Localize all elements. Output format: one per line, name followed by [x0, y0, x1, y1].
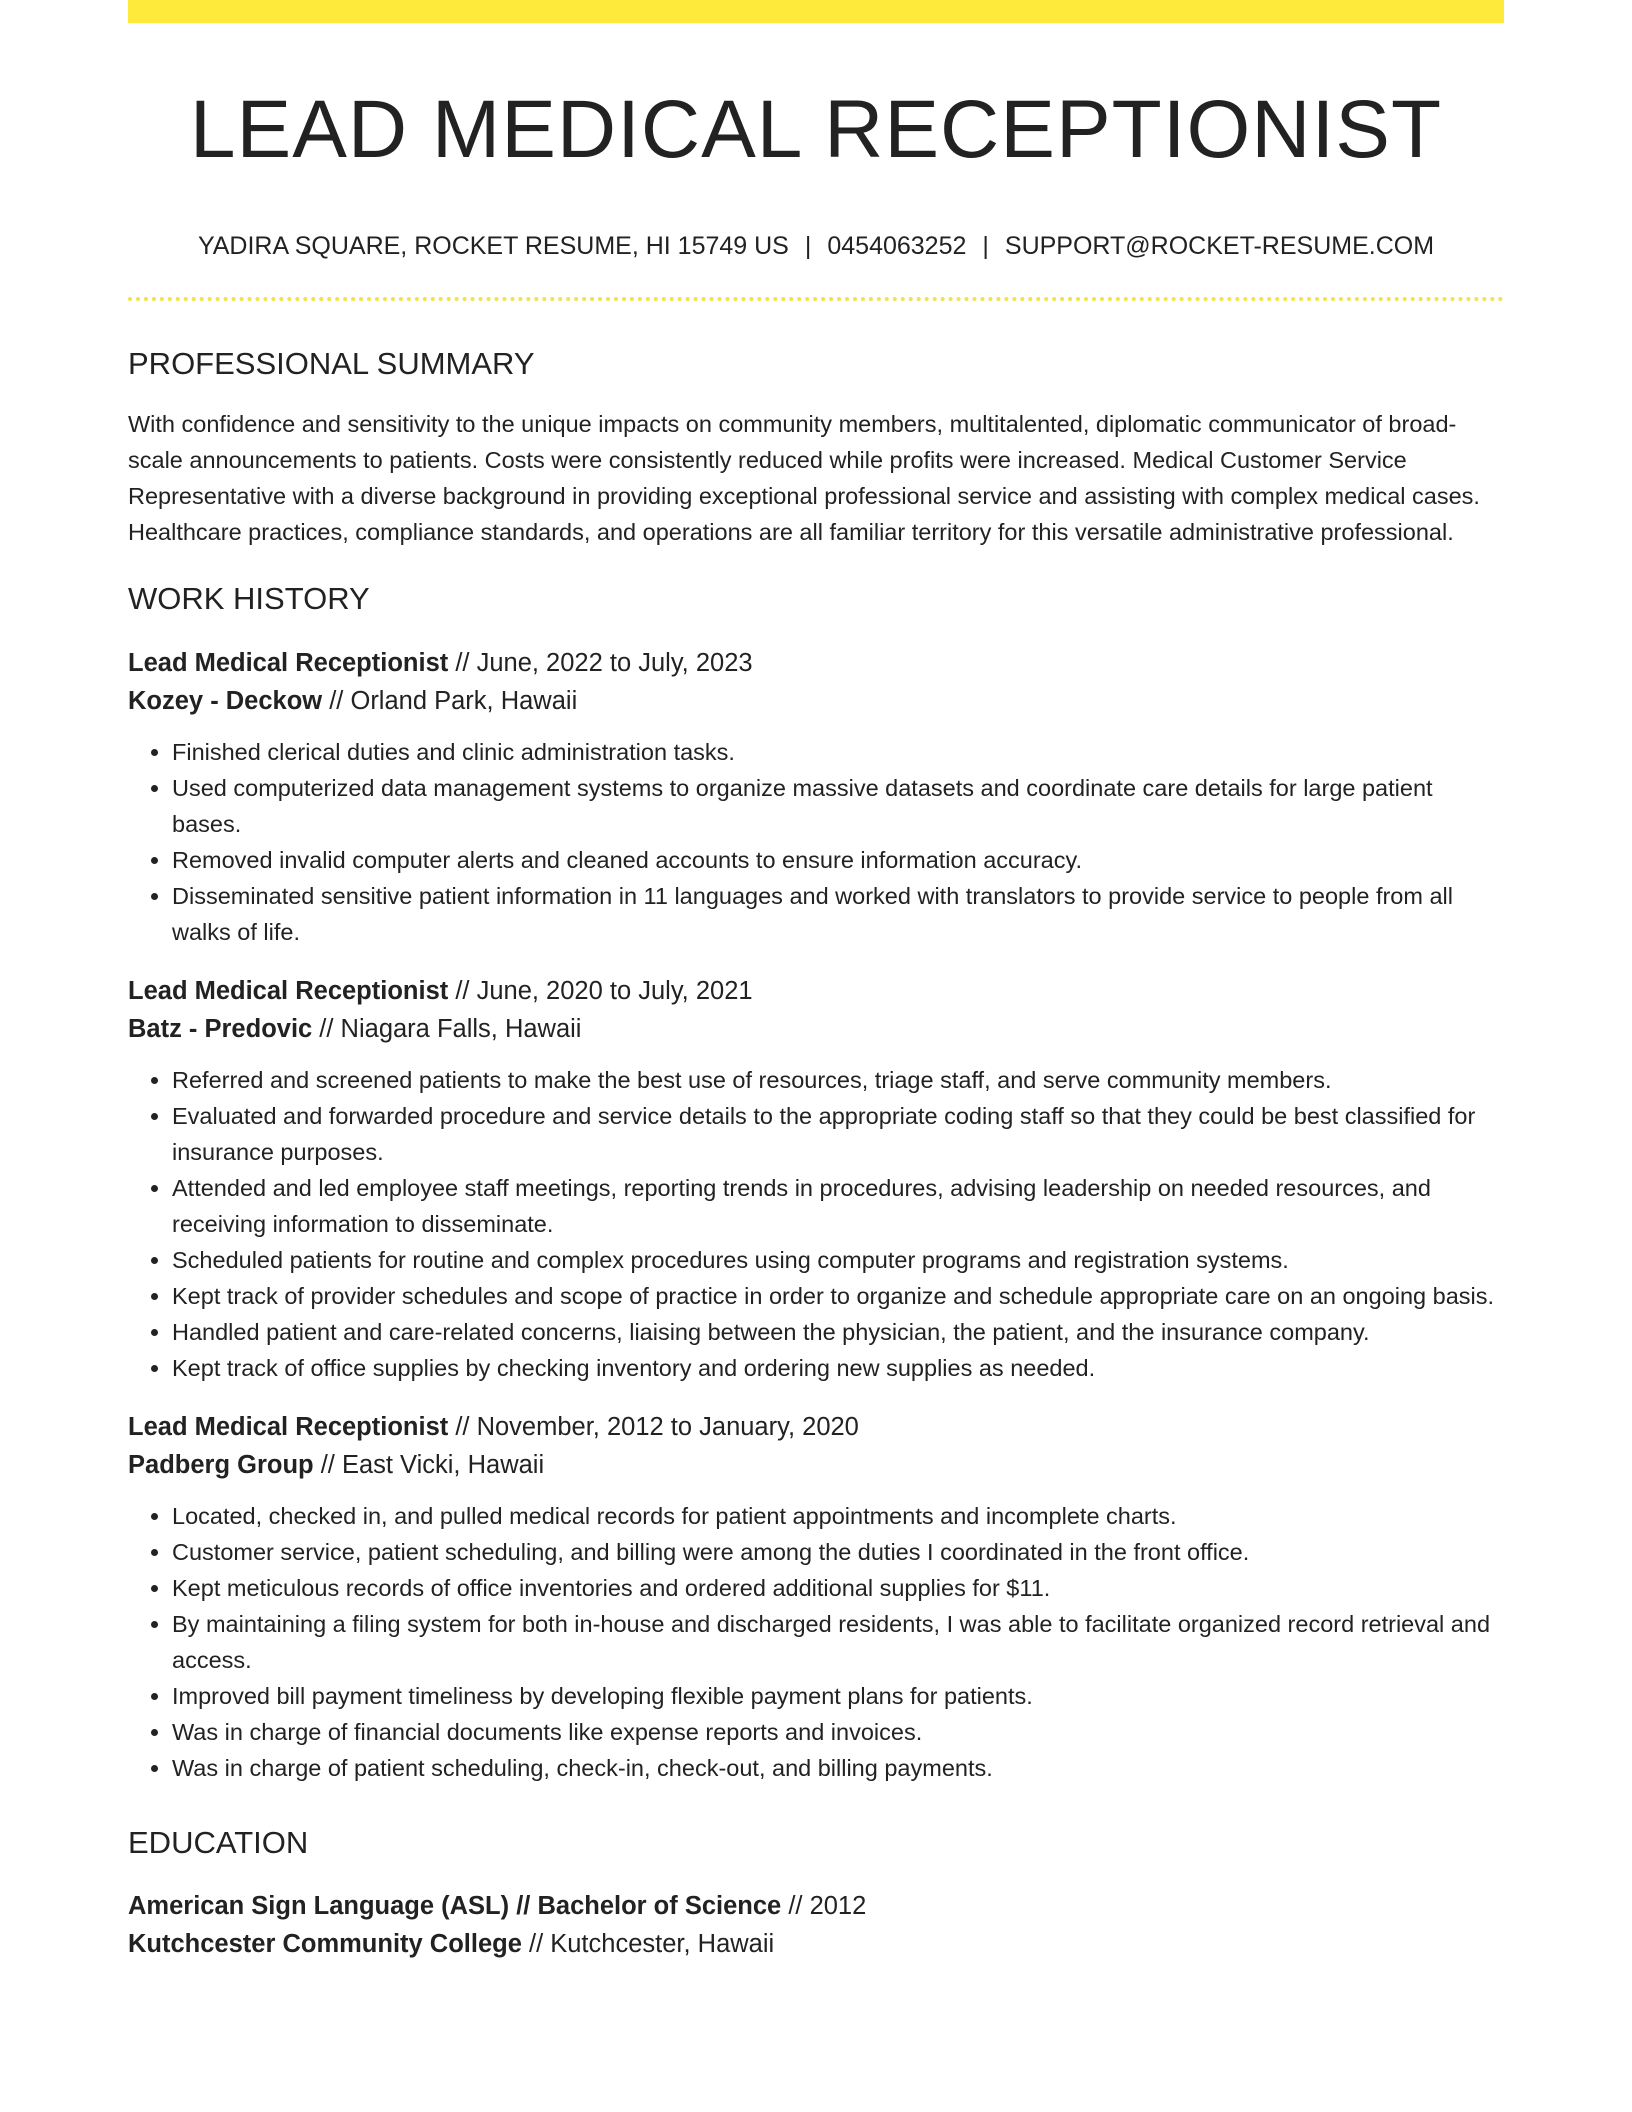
- job-company-line: [128, 682, 1504, 720]
- list-item: • Kept track of office supplies by checking inventory and ordering new supplies as needed.: [172, 1350, 1504, 1386]
- education-heading: EDUCATION: [128, 1824, 309, 1860]
- list-item: • Evaluated and forwarded procedure and service details to the appropriate coding staff so that they could be best classified for insurance purposes.: [172, 1098, 1504, 1170]
- education-entry: [128, 1887, 1504, 1963]
- work-history-heading: WORK HISTORY: [128, 581, 370, 617]
- contact-line: [128, 231, 1504, 261]
- list-item: • By maintaining a filing system for both in-house and discharged residents, I was able to facilitate organized record retrieval and access.: [172, 1606, 1504, 1678]
- job-title-line: [128, 644, 1504, 682]
- list-item: • Was in charge of patient scheduling, check-in, check-out, and billing payments.: [172, 1750, 1504, 1786]
- resume-page: [128, 0, 1504, 1963]
- list-item: • Was in charge of financial documents like expense reports and invoices.: [172, 1714, 1504, 1750]
- job-title-line: [128, 972, 1504, 1010]
- job-location: // East Vicki, Hawaii: [313, 1450, 545, 1479]
- job-bullets: [128, 1062, 1504, 1386]
- list-item: • Handled patient and care-related concerns, liaising between the physician, the patient, and the insurance company.: [172, 1314, 1504, 1350]
- job-dates: // June, 2020 to July, 2021: [448, 976, 753, 1005]
- list-item: • Attended and led employee staff meetings, reporting trends in procedures, advising leadership on needed resources, and receiving information to disseminate.: [172, 1170, 1504, 1242]
- accent-bar: [128, 0, 1504, 23]
- contact-separator: |: [804, 232, 812, 261]
- job-company: Batz - Predovic: [128, 1014, 313, 1043]
- list-item: • Located, checked in, and pulled medical records for patient appointments and incomplete charts.: [172, 1498, 1504, 1534]
- education-school-line: [128, 1925, 1504, 1963]
- list-item: • Kept meticulous records of office inventories and ordered additional supplies for $11.: [172, 1570, 1504, 1606]
- job-location: // Orland Park, Hawaii: [322, 686, 578, 715]
- list-item: • Customer service, patient scheduling, and billing were among the duties I coordinated in the front office.: [172, 1534, 1504, 1570]
- job-title: Lead Medical Receptionist: [128, 648, 449, 677]
- list-item: • Removed invalid computer alerts and cleaned accounts to ensure information accuracy.: [172, 842, 1504, 878]
- job-company: Padberg Group: [128, 1450, 314, 1479]
- list-item: • Kept track of provider schedules and scope of practice in order to organize and schedule appropriate care on an ongoing basis.: [172, 1278, 1504, 1314]
- job-location: // Niagara Falls, Hawaii: [312, 1014, 582, 1043]
- list-item: • Improved bill payment timeliness by developing flexible payment plans for patients.: [172, 1678, 1504, 1714]
- education-degree: American Sign Language (ASL) // Bachelor of Science: [128, 1891, 782, 1920]
- job-bullets: [128, 1498, 1504, 1786]
- list-item: • Referred and screened patients to make the best use of resources, triage staff, and serve community members.: [172, 1062, 1504, 1098]
- list-item: • Scheduled patients for routine and complex procedures using computer programs and registration systems.: [172, 1242, 1504, 1278]
- education-degree-line: [128, 1887, 1504, 1925]
- job-entry: [128, 1408, 1504, 1786]
- job-title-line: [128, 1408, 1504, 1446]
- education-year: // 2012: [781, 1891, 867, 1920]
- job-title: Lead Medical Receptionist: [128, 1412, 449, 1441]
- contact-email: SUPPORT@ROCKET-RESUME.COM: [1004, 232, 1435, 261]
- job-title: Lead Medical Receptionist: [128, 976, 449, 1005]
- education-school: Kutchcester Community College: [128, 1929, 522, 1958]
- summary-heading: PROFESSIONAL SUMMARY: [128, 346, 535, 382]
- education-location: // Kutchcester, Hawaii: [521, 1929, 775, 1958]
- job-entry: [128, 972, 1504, 1386]
- job-dates: // June, 2022 to July, 2023: [448, 648, 753, 677]
- list-item: • Used computerized data management systems to organize massive datasets and coordinate care details for large patient bases.: [172, 770, 1504, 842]
- list-item: • Disseminated sensitive patient information in 11 languages and worked with translators to provide service to people from all walks of life.: [172, 878, 1504, 950]
- summary-text: With confidence and sensitivity to the unique impacts on community members, multitalented, diplomatic communicator of broad-scale announcements to patients. Costs were consistently reduced while profits were increased. Medical Customer Service Representative with a diverse background in providing exceptional professional service and assisting with complex medical cases. Healthcare practices, compliance standards, and operations are all familiar territory for this versatile administrative professional.: [128, 411, 1480, 546]
- job-entry: [128, 644, 1504, 950]
- job-company-line: [128, 1446, 1504, 1484]
- dotted-divider: [128, 297, 1504, 301]
- job-company: Kozey - Deckow: [128, 686, 323, 715]
- contact-phone: 0454063252: [827, 232, 967, 261]
- job-company-line: [128, 1010, 1504, 1048]
- job-dates: // November, 2012 to January, 2020: [448, 1412, 859, 1441]
- list-item: • Finished clerical duties and clinic administration tasks.: [172, 734, 1504, 770]
- job-bullets: [128, 734, 1504, 950]
- contact-separator: |: [982, 232, 989, 261]
- page-title: LEAD MEDICAL RECEPTIONIST: [189, 84, 1443, 175]
- contact-address: YADIRA SQUARE, ROCKET RESUME, HI 15749 US: [197, 232, 789, 261]
